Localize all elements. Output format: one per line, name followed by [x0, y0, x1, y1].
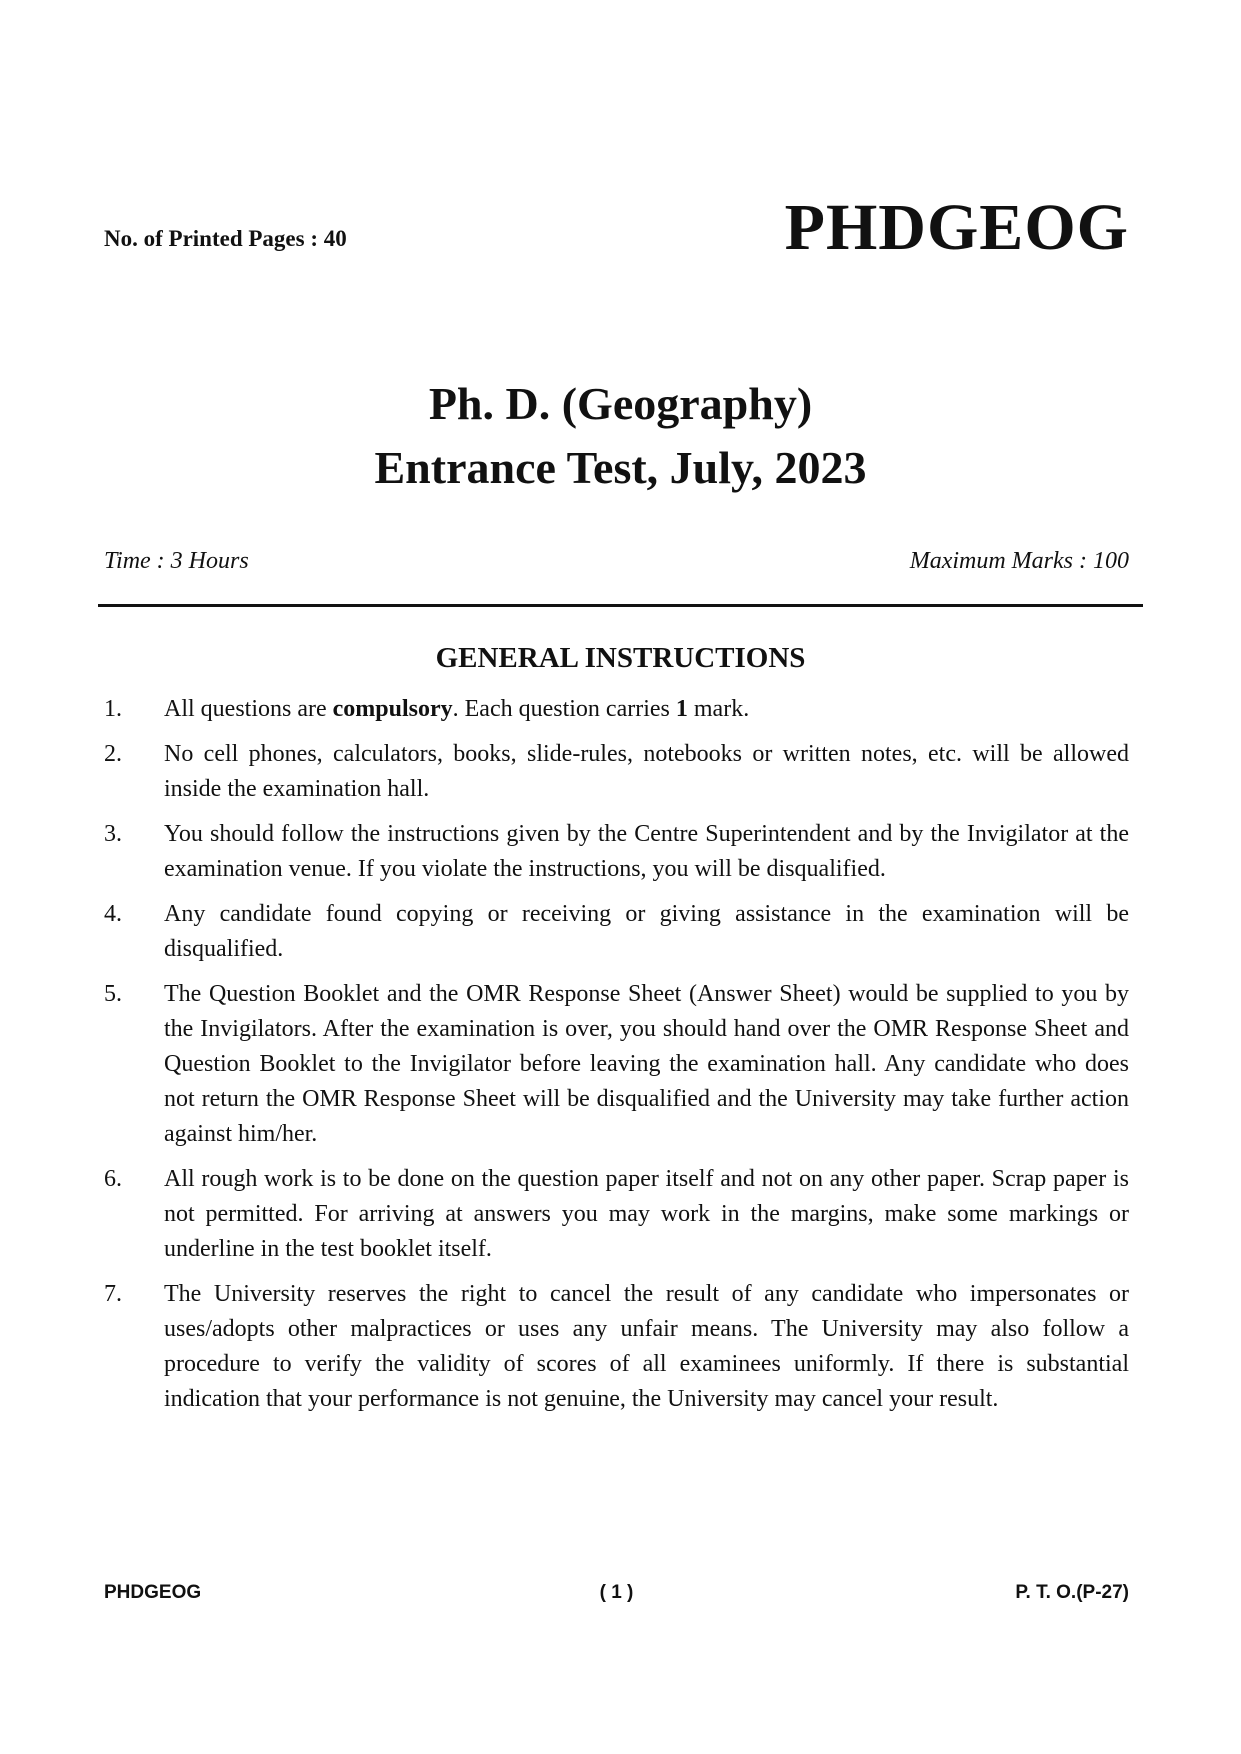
emphasis-compulsory: compulsory — [332, 696, 453, 722]
title-line-2: Entrance Test, July, 2023 — [374, 442, 867, 493]
instruction-item — [104, 1277, 1129, 1417]
instruction-item — [104, 817, 1129, 887]
instruction-text: Any candidate found copying or receiving or giving assistance in the examination will be disqualified. — [164, 901, 1129, 962]
instruction-text: The University reserves the right to cancel the result of any candidate who impersonates or uses/adopts other malpractices or uses any unfair means. The University may also follow a procedure to verify the validity of scores of all examinees uniformly. If there is substantial indication that your performance is not genuine, the University may cancel your result. — [164, 1281, 1129, 1412]
instruction-item — [104, 897, 1129, 967]
paper-code: PHDGEOG — [784, 191, 1129, 264]
page-number: ( 1 ) — [599, 1582, 634, 1603]
printed-pages-count: No. of Printed Pages : 40 — [104, 226, 347, 251]
instruction-text: No cell phones, calculators, books, slide-rules, notebooks or written notes, etc. will be allowed inside the examination hall. — [164, 741, 1129, 802]
instruction-number: 7. — [104, 1281, 122, 1307]
page-footer — [104, 1582, 1129, 1612]
instruction-item — [104, 692, 1129, 727]
instructions-heading: GENERAL INSTRUCTIONS — [435, 642, 806, 674]
instruction-text: All rough work is to be done on the question paper itself and not on any other paper. Scrap paper is not permitted. For arriving at answers you may work in the margins, make some markings or underline in the test booklet itself. — [164, 1166, 1129, 1262]
exam-title — [0, 372, 1241, 500]
instruction-text: All questions are compulsory. Each question carries 1 mark. — [164, 696, 750, 722]
instruction-number: 5. — [104, 981, 122, 1007]
instruction-text: You should follow the instructions given by the Centre Superintendent and by the Invigilator at the examination venue. If you violate the instructions, you will be disqualified. — [164, 821, 1129, 882]
instruction-text: The Question Booklet and the OMR Response Sheet (Answer Sheet) would be supplied to you by the Invigilators. After the examination is over, you should hand over the OMR Response Sheet and Question Booklet to the Invigilator before leaving the examination hall. Any candidate who does not return the OMR Response Sheet will be disqualified and the University may take further action against him/her. — [164, 981, 1129, 1147]
instruction-number: 6. — [104, 1166, 122, 1192]
maximum-marks: Maximum Marks : 100 — [909, 548, 1129, 574]
instructions-list — [104, 692, 1129, 1427]
footer-paper-code: PHDGEOG — [104, 1582, 202, 1603]
emphasis-mark-count: 1 — [675, 696, 688, 722]
instruction-number: 2. — [104, 741, 122, 767]
title-line-1: Ph. D. (Geography) — [428, 378, 813, 429]
please-turn-over: P. T. O.(P-27) — [1015, 1582, 1129, 1603]
header — [104, 190, 1129, 280]
instruction-item — [104, 1162, 1129, 1267]
instruction-item — [104, 737, 1129, 807]
instruction-number: 4. — [104, 901, 122, 927]
divider-rule — [98, 604, 1143, 607]
exam-duration: Time : 3 Hours — [104, 548, 249, 574]
instruction-number: 1. — [104, 696, 122, 722]
instruction-number: 3. — [104, 821, 122, 847]
instruction-item — [104, 977, 1129, 1152]
